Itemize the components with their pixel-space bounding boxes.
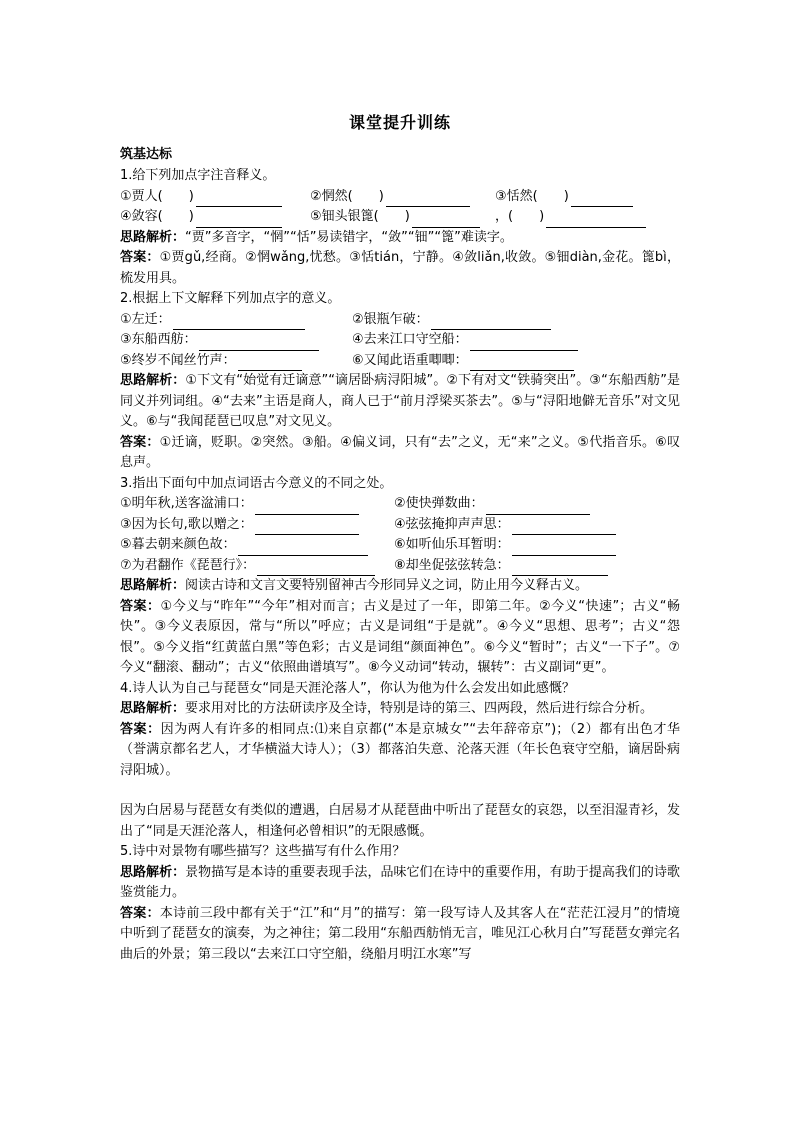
- answer-blank[interactable]: [512, 520, 616, 535]
- answer-blank[interactable]: [512, 561, 608, 576]
- q5-answer: 答案：本诗前三段中都有关于“江”和“月”的描写：第一段写诗人及其客人在“茫茫江浸月”的情境中听到了琵琶女的演奏，为之神往；第二段用“东船西舫悄无言，唯见江心秋月白”写琵琶女弹完名曲后的外景；第三段以“去来江口守空船，绕船月明江水寒”写: [120, 905, 680, 962]
- answer-blank[interactable]: [412, 213, 480, 228]
- q3-row-3: ⑤暮去朝来颜色故： ⑥如听仙乐耳暂明：: [120, 535, 680, 556]
- q2-row-3: ⑤终岁不闻丝竹声： ⑥又闻此语重唧唧：: [120, 351, 680, 372]
- answer-blank[interactable]: [486, 500, 590, 515]
- answer-blank[interactable]: [470, 336, 578, 351]
- answer-blank[interactable]: [255, 520, 359, 535]
- q3-row-1: ①明年秋,送客湓浦口： ②使快弹数曲：: [120, 494, 680, 515]
- answer-blank[interactable]: [386, 192, 470, 207]
- section-heading: 筑基达标: [120, 147, 173, 162]
- q1-analysis: 思路解析：“贾”多音字，“惘”“恬”易读错字，“敛”“钿”“篦”难读字。: [120, 229, 513, 245]
- q2-row-2: ③东船西舫： ④去来江口守空船：: [120, 330, 680, 351]
- document-page: [120, 110, 680, 965]
- q1-stem: 1.给下列加点字注音释义。: [120, 168, 276, 183]
- answer-blank[interactable]: [546, 213, 646, 228]
- q3-analysis: 思路解析：阅读古诗和文言文要特别留神古今形同异义之词，防止用今义释古义。: [120, 578, 589, 593]
- page-title: 课堂提升训练: [348, 113, 451, 132]
- q4-analysis: 思路解析：要求用对比的方法研读序及全诗，特别是诗的第三、四两段，然后进行综合分析。: [120, 701, 654, 716]
- answer-blank[interactable]: [571, 192, 633, 207]
- q1-row-1: ①贾人( ) ②惘然( ) ③恬然( ): [120, 187, 680, 208]
- q3-stem: 3.指出下面句中加点词语古今意义的不同之处。: [120, 475, 393, 491]
- answer-blank[interactable]: [238, 356, 302, 371]
- q4-answer: 答案：因为两人有许多的相同点:⑴来自京都(“本是京城女”“去年辞帝京”)；（2）都有出色才华（誉满京都名艺人，才华横溢大诗人）；（3）都落泊失意、沦落天涯（年长色衰守空船，谪居卧病浔阳城）。: [120, 721, 680, 778]
- q5-analysis: 思路解析：景物描写是本诗的重要表现手法，品味它们在诗中的重要作用，有助于提高我们的诗歌鉴赏能力。: [120, 864, 680, 900]
- answer-blank[interactable]: [255, 500, 359, 515]
- answer-blank[interactable]: [196, 213, 282, 228]
- q1-answer: 答案：①贾gǔ,经商。②惘wǎng,忧愁。③恬tián，宁静。④敛liǎn,收敛。⑤钿diàn,金花。篦bì，梳发用具。: [120, 250, 680, 286]
- q2-row-1: ①左迁： ②银瓶乍破：: [120, 310, 680, 331]
- answer-blank[interactable]: [512, 541, 616, 556]
- q1-row-2: ④敛容( ) ⑤钿头银篦( ) ，( ): [120, 207, 680, 228]
- answer-blank[interactable]: [431, 315, 551, 330]
- q2-stem: 2.根据上下文解释下列加点字的意义。: [120, 291, 341, 306]
- answer-blank[interactable]: [470, 356, 574, 371]
- q4-stem: 4.诗人认为自己与琵琶女“同是天涯沦落人”，你认为他为什么会发出如此感慨？: [120, 680, 575, 696]
- q4-paragraph: 因为白居易与琵琶女有类似的遭遇，白居易才从琵琶曲中听出了琵琶女的哀怨，以至泪湿青衫，发出了“同是天涯沦落人，相逢何必曾相识”的无限感慨。: [120, 803, 680, 839]
- answer-blank[interactable]: [173, 315, 305, 330]
- answer-blank[interactable]: [257, 561, 375, 576]
- answer-blank[interactable]: [196, 192, 282, 207]
- answer-blank[interactable]: [238, 541, 368, 556]
- q2-answer: 答案：①迁谪，贬职。②突然。③船。④偏义词，只有“去”之义，无“来”之义。⑤代指音乐。⑥叹息声。: [120, 434, 680, 470]
- answer-blank[interactable]: [199, 336, 319, 351]
- q3-row-4: ⑦为君翻作《琵琶行》： ⑧却坐促弦弦转急：: [120, 556, 680, 577]
- q5-stem: 5.诗中对景物有哪些描写？这些描写有什么作用？: [120, 844, 406, 859]
- q2-analysis: 思路解析：①下文有“始觉有迁谪意”“谪居卧病浔阳城”。②下有对文“铁骑突出”。③“东船西舫”是同义并列词组。④“去来”主语是商人，商人已于“前月浮梁买茶去”。⑤与“浔阳地僻无音乐”对文见义。⑥与“我闻琵琶已叹息”对文见义。: [120, 373, 680, 429]
- q3-answer: 答案：①今义与“昨年”“今年”相对而言；古义是过了一年，即第二年。②今义“快速”；古义“畅快”。③今义表原因，常与“所以”呼应；古义是词组“于是就”。④今义“思想、思考”；古义“怨恨”。⑤今义指“红黄蓝白黑”等色彩；古义是词组“颜面神色”。⑥今义“暂时”；古义“一下子”。⑦今义“翻滚、翻动”；古义“依照曲谱填写”。⑧今义动词“转动，辗转”：古义副词“更”。: [120, 598, 680, 675]
- q3-row-2: ③因为长句,歌以赠之： ④弦弦掩抑声声思：: [120, 515, 680, 536]
